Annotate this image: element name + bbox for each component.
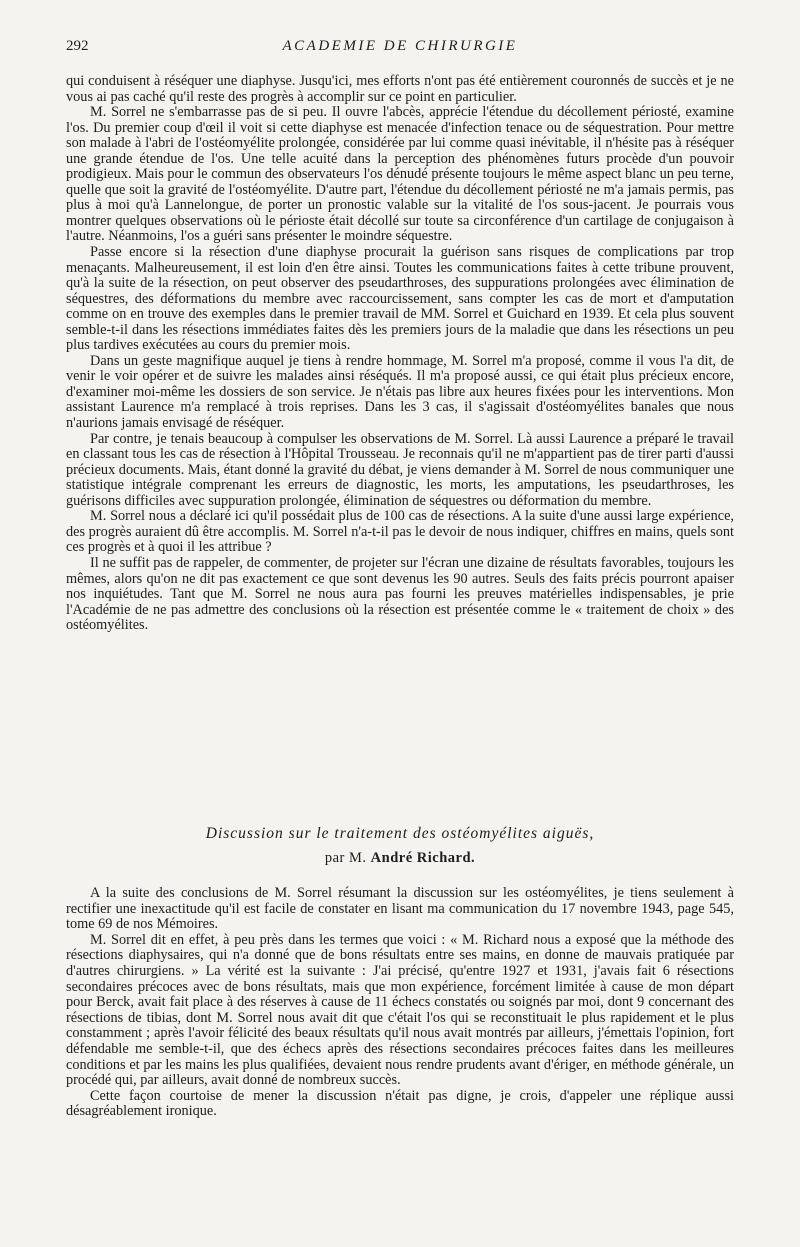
paragraph: Passe encore si la résection d'une diaphyse procurait la guérison sans risques de complications par trop menaçants. Malheureusement, il est loin d'en être ainsi. Toutes les communications faites à cette tribune prouvent, qu'à la suite de la résection, on peut observer des pseudarthroses, des suppurations prolongées avec élimination de séquestres, des déformations du membre avec raccourcissement, sans compter les cas de mort et d'amputation comme on en trouve des exemples dans le premier travail de MM. Sorrel et Guichard en 1939. Et cela plus souvent semble-t-il dans les résections immédiates faites dès les premiers jours de la maladie que dans les résections un peu plus tardives exécutées au cours du premier mois.	[66, 244, 734, 354]
paragraph: M. Sorrel dit en effet, à peu près dans les termes que voici : « M. Richard nous a exposé que la méthode des résections diaphysaires, qui n'a donné que de bons résultats entre ses mains, en donne de mauvais pratiquée par d'autres chirurgiens. » La vérité est la suivante : J'ai précisé, qu'entre 1927 et 1931, j'avais fait 6 résections secondaires précoces avec de bons résultats, mais que mon expérience, forcément limitée à cause de mon départ pour Berck, avait fait place à des réserves à cause de 11 échecs constatés ou soignés par moi, dont 9 concernant des résections de tibias, dont M. Sorrel nous avait dit que c'était l'os qui se reconstituait le plus rapidement et le plus constamment ; après l'avoir félicité des beaux résultats qu'il nous avait montrés par ailleurs, j'émettais l'opinion, fort défendable me semble-t-il, que des échecs après des résections secondaires précoces faites dans les meilleures conditions et par les mains les plus qualifiées, devaient nous rendre prudents avant d'ériger, en méthode générale, un procédé qui, par ailleurs, avait donné de nombreux succès.	[66, 931, 734, 1089]
paragraph: M. Sorrel ne s'embarrasse pas de si peu. Il ouvre l'abcès, apprécie l'étendue du décollement périosté, examine l'os. Du premier coup d'œil il voit si cette diaphyse est menacée d'infection tenace ou de séquestration. Pour mettre son malade à l'abri de l'ostéomyélite prolongée, considérée par lui comme quasi inévitable, il n'hésite pas à réséquer une grande étendue de l'os. Une telle acuité dans la perception des phénomènes futurs procède d'un pouvoir prodigieux. Mais pour le commun des observateurs l'os dénudé présente toujours le même aspect blanc un peu terne, quelle que soit la gravité de l'ostéomyélite. D'autre part, l'étendue du décollement périosté ne m'a jamais permis, pas plus à moi qu'à Lannelongue, de porter un pronostic valable sur la vitalité de l'os sous-jacent. Je pourrais vous montrer quelques observations où le périoste était décollé sur toute sa circonférence d'un cartilage de conjugaison à l'autre. Néanmoins, l'os a guéri sans présenter le moindre séquestre.	[66, 104, 734, 245]
paragraph: Par contre, je tenais beaucoup à compulser les observations de M. Sorrel. Là aussi Laurence a préparé le travail en classant tous les cas de résection à l'Hôpital Trousseau. Je reconnais qu'il ne m'appartient pas de tirer parti d'aussi précieux documents. Mais, étant donné la gravité du débat, je viens demander à M. Sorrel de nous communiquer une statistique intégrale comprenant les erreurs de diagnostic, les morts, les amputations, les pseudarthroses, les guérisons difficiles avec suppuration prolongée, élimination de séquestres ou déformation du membre.	[66, 430, 734, 509]
paragraph: M. Sorrel nous a déclaré ici qu'il possédait plus de 100 cas de résections. A la suite d'une aussi large expérience, des progrès auraient dû être accomplis. M. Sorrel n'a-t-il pas le devoir de nous indiquer, chiffres en mains, quels sont ces progrès et à quoi il les attribue ?	[66, 508, 734, 556]
paragraph: Il ne suffit pas de rappeler, de commenter, de projeter sur l'écran une dizaine de résultats favorables, toujours les mêmes, alors qu'on ne dit pas exactement ce que sont devenus les 90 autres. Seuls des faits précis pourront apaiser nos inquiétudes. Tant que M. Sorrel ne nous aura pas fourni les preuves matérielles indispensables, je prie l'Académie de ne pas admettre des conclusions où la résection est présentée comme le « traitement de choix » des ostéomyélites.	[66, 554, 734, 634]
section-title: Discussion sur le traitement des ostéomyélites aiguës,	[205, 825, 595, 842]
paragraph: Dans un geste magnifique auquel je tiens à rendre hommage, M. Sorrel m'a proposé, comme il vous l'a dit, de venir le voir opérer et de suivre les malades ainsi réséqués. Il m'a proposé aussi, ce qui était plus précieux encore, d'examiner moi-même les dossiers de son service. Je n'étais pas libre aux heures fixées pour les interventions. Mon assistant Laurence m'a remplacé à trois reprises. Dans les 3 cas, il s'agissait d'ostéomyélites banales que nous n'aurions jamais envisagé de réséquer.	[66, 352, 734, 432]
paragraph: A la suite des conclusions de M. Sorrel résumant la discussion sur les ostéomyélites, je tiens seulement à rectifier une inexactitude qu'il est facile de constater en lisant ma communication du 17 novembre 1943, page 545, tome 69 de nos Mémoires.	[66, 885, 734, 933]
author-name: André Richard.	[370, 850, 476, 866]
byline	[66, 850, 734, 867]
paragraph: qui conduisent à réséquer une diaphyse. Jusqu'ici, mes efforts n'ont pas été entièrement couronnés de succès et je ne vous ai pas caché qu'il reste des progrès à accomplir sur ce point en particulier.	[66, 73, 734, 105]
richard-body	[66, 886, 734, 1120]
paragraph: Cette façon courtoise de mener la discussion n'était pas digne, je crois, d'appeler une réplique aussi désagréablement ironique.	[66, 1087, 734, 1120]
running-title: ACADEMIE DE CHIRURGIE	[282, 38, 518, 54]
discussion-body	[66, 74, 734, 634]
page-number: 292	[66, 38, 89, 54]
byline-prefix: par M.	[324, 850, 367, 866]
page-header	[66, 38, 734, 62]
